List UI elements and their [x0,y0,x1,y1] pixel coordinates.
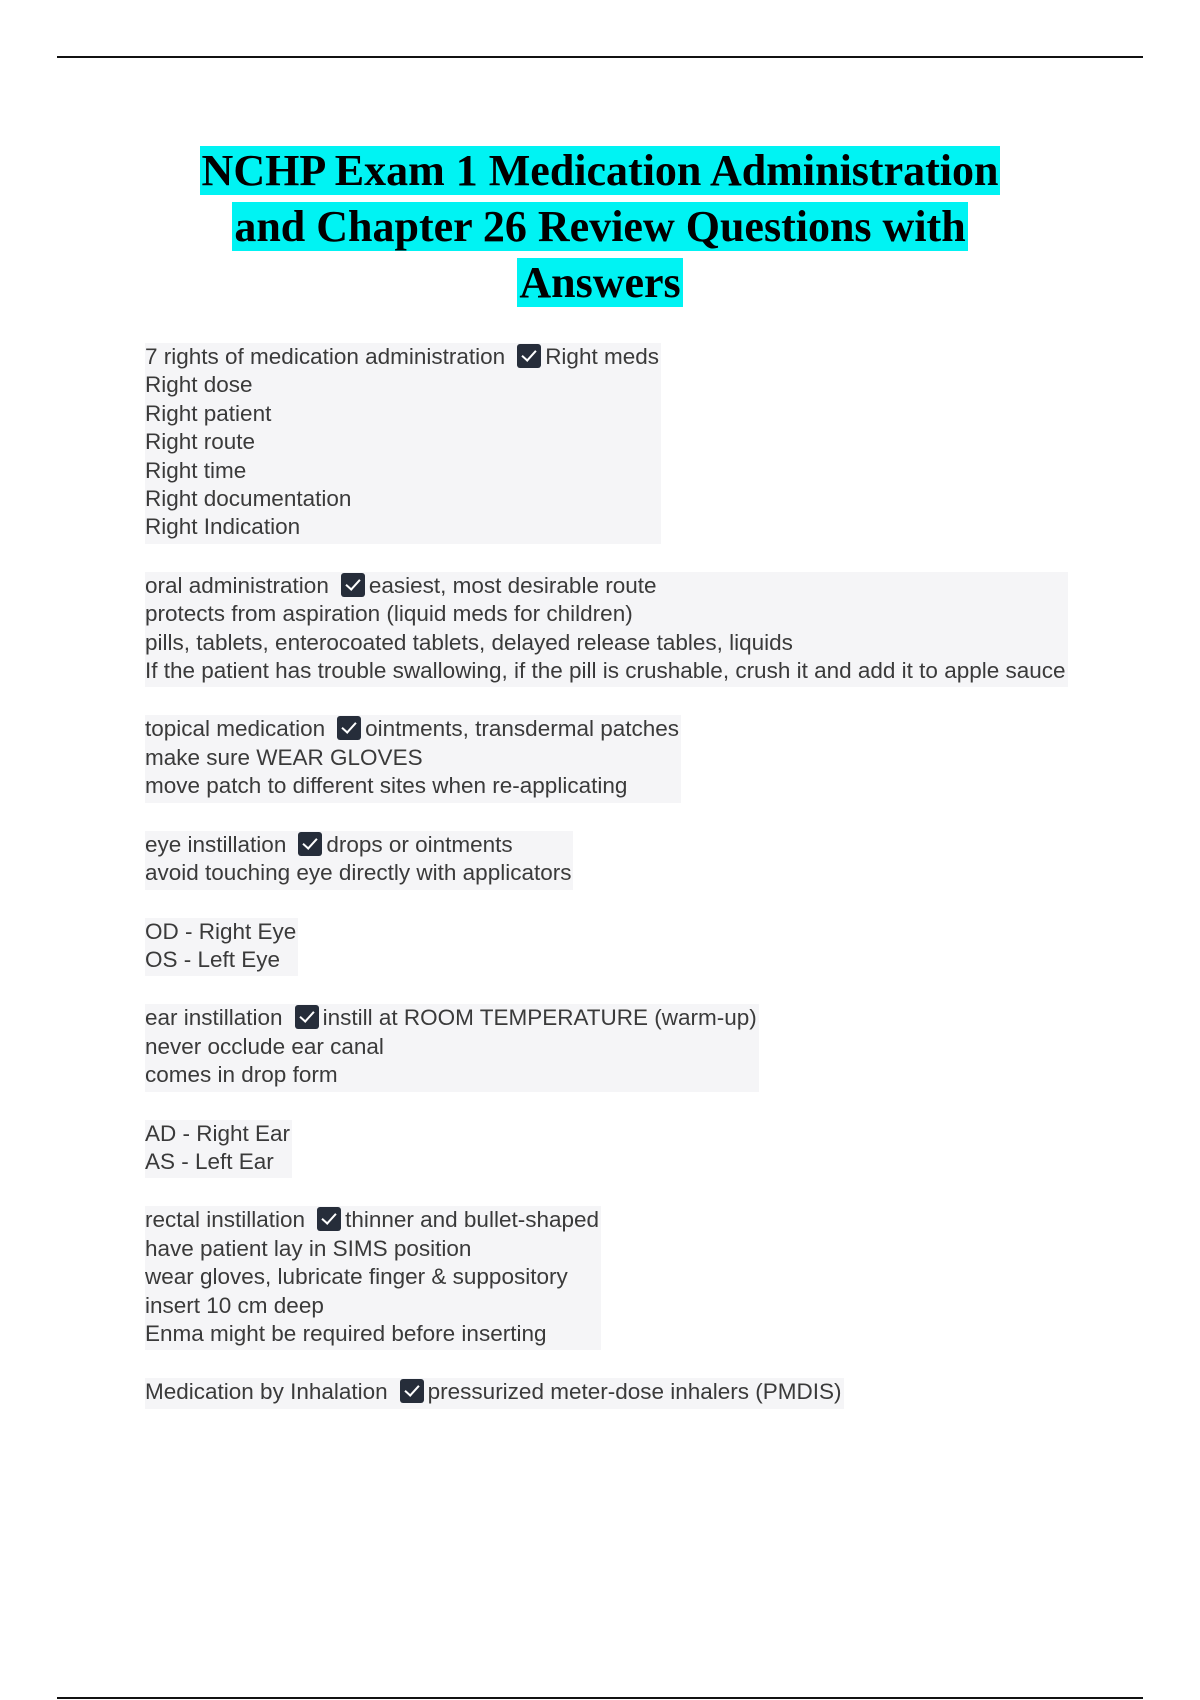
card-question-line [145,572,1066,600]
title-line-2: and Chapter 26 Review Questions with [234,202,966,251]
flashcard-list [145,343,1075,1437]
footer-rule [57,1697,1143,1699]
header-rule [57,56,1143,58]
card-question-line [145,1378,842,1406]
card-line: have patient lay in SIMS position [145,1235,472,1261]
card-term: Medication by Inhalation [145,1379,388,1405]
card-line: AS - Left Ear [145,1148,274,1174]
card-line: AD - Right Ear [145,1120,291,1146]
card-answer: drops or ointments [326,831,513,857]
card-line: Enma might be required before inserting [145,1320,547,1346]
flashcard-eye-abbreviations [145,918,298,977]
document-title [60,143,1140,311]
card-answer: ointments, transdermal patches [365,716,680,742]
checkmark-icon [341,573,365,597]
title-line-3: Answers [519,258,681,307]
flashcard-eye-instillation [145,831,573,890]
card-answer: instill at ROOM TEMPERATURE (warm-up) [322,1005,757,1031]
card-line: insert 10 cm deep [145,1292,324,1318]
flashcard-ear-instillation [145,1004,759,1091]
card-line: Right route [145,429,256,455]
card-question-line [145,715,679,743]
checkmark-icon [298,832,322,856]
card-question-line [145,831,571,859]
card-question-line [145,343,659,371]
card-line: Right documentation [145,486,352,512]
card-line: wear gloves, lubricate finger & suppository [145,1264,568,1290]
flashcard-topical-medication [145,715,681,802]
card-line: OS - Left Eye [145,946,281,972]
card-answer: pressurized meter-dose inhalers (PMDIS) [427,1379,842,1405]
checkmark-icon [517,344,541,368]
checkmark-icon [317,1207,341,1231]
card-line: make sure WEAR GLOVES [145,744,423,770]
checkmark-icon [400,1379,424,1403]
flashcard-oral-administration [145,572,1068,688]
card-question-line [145,1206,599,1234]
card-line: Right Indication [145,514,301,540]
card-line: pills, tablets, enterocoated tablets, delayed release tables, liquids [145,629,793,655]
card-line: Right patient [145,400,272,426]
card-line: move patch to different sites when re-applicating [145,773,628,799]
flashcard-ear-abbreviations [145,1120,292,1179]
flashcard-rectal-instillation [145,1206,601,1350]
card-term: rectal instillation [145,1207,306,1233]
card-term: oral administration [145,572,329,598]
card-term: eye instillation [145,831,287,857]
card-line: comes in drop form [145,1062,338,1088]
card-line: avoid touching eye directly with applicators [145,860,572,886]
card-answer: thinner and bullet-shaped [345,1207,600,1233]
card-term: topical medication [145,716,326,742]
card-question-line [145,1004,757,1032]
title-line-1: NCHP Exam 1 Medication Administration [201,146,999,195]
card-line: Right dose [145,372,253,398]
card-line: If the patient has trouble swallowing, if the pill is crushable, crush it and add it to apple sauce [145,658,1066,684]
card-line: Right time [145,457,247,483]
card-line: OD - Right Eye [145,918,297,944]
card-answer: Right meds [545,344,659,369]
flashcard-inhalation [145,1378,844,1408]
card-term: ear instillation [145,1005,283,1031]
checkmark-icon [337,716,361,740]
flashcard-seven-rights [145,343,661,544]
card-term: 7 rights of medication administration [145,344,506,369]
checkmark-icon [295,1005,319,1029]
card-answer: easiest, most desirable route [368,572,657,598]
card-line: never occlude ear canal [145,1033,384,1059]
card-line: protects from aspiration (liquid meds for children) [145,601,633,627]
